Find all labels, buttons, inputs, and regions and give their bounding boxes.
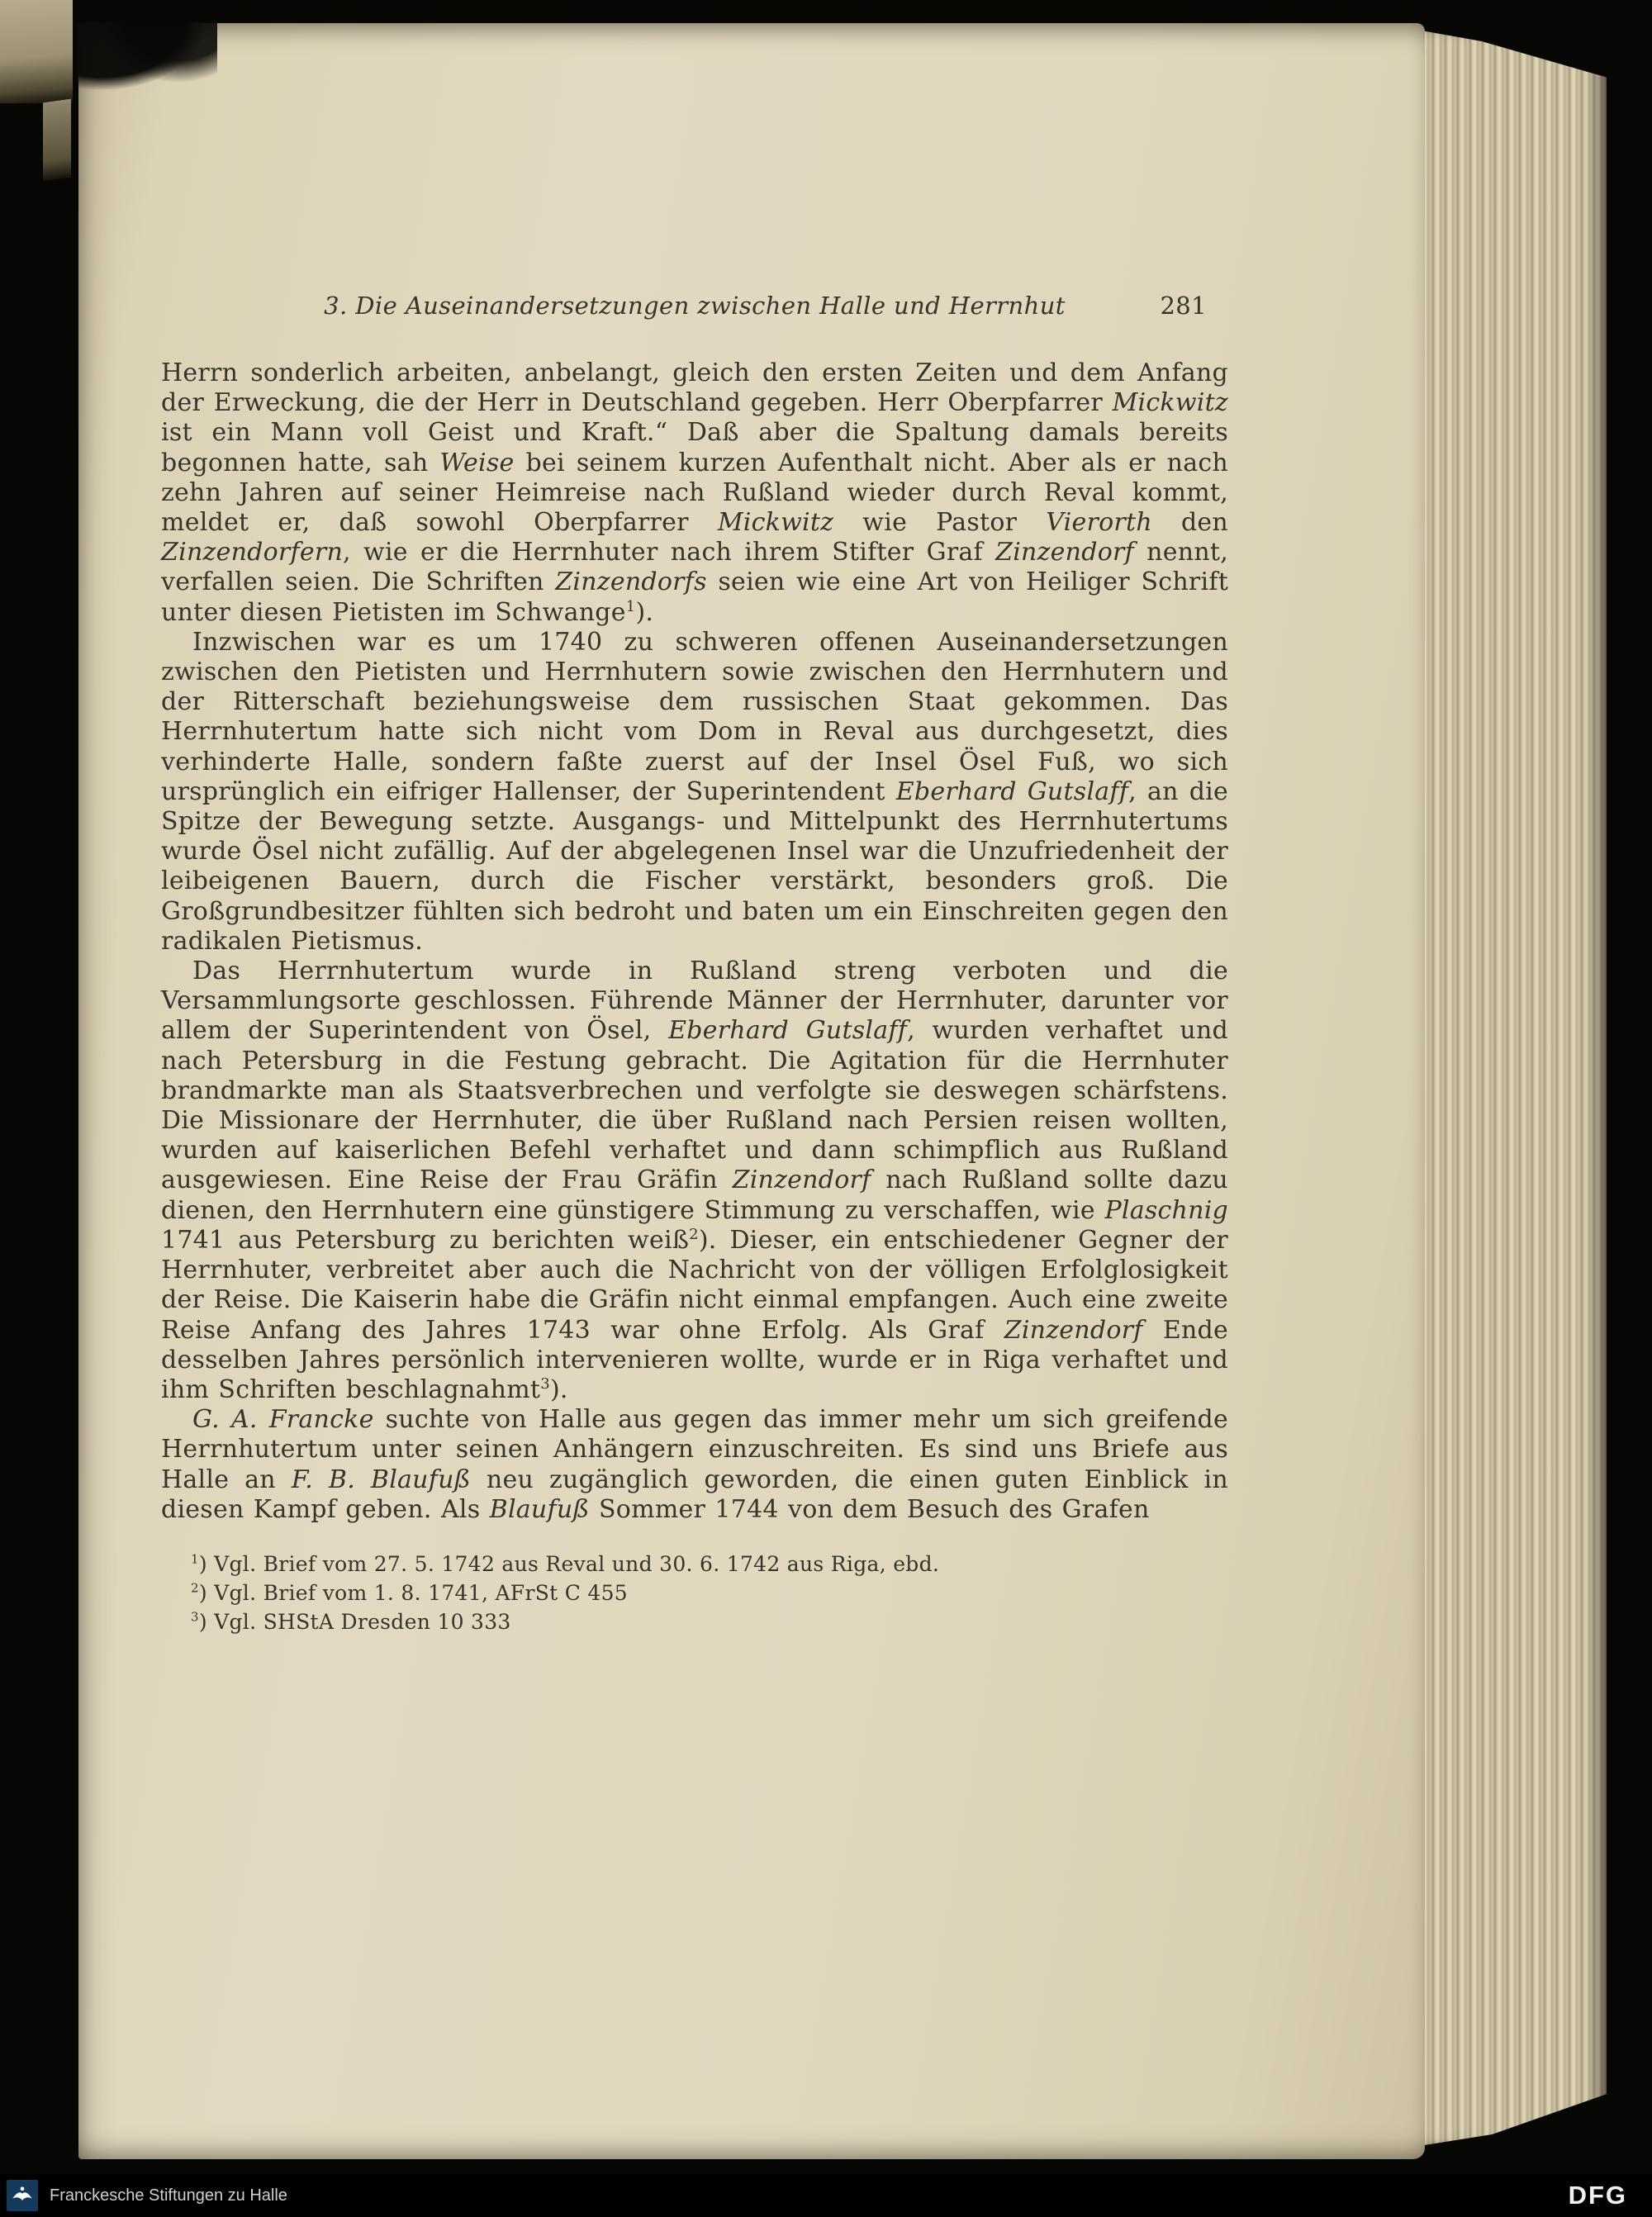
- binding-texture: [77, 21, 217, 97]
- body-paragraph: Inzwischen war es um 1740 zu schweren offenen Auseinandersetzungen zwischen den Pietisten und Herrnhutern sowie zwischen den Herrnhutern und der Ritterschaft beziehungsweise dem russischen Staat gekommen. Das Herrnhutertum hatte sich nicht vom Dom in Reval aus durchgesetzt, dies verhinderte Halle, sondern faßte zuerst auf der Insel Ösel Fuß, wo sich ursprünglich ein eifriger Hallenser, der Superintendent Eberhard Gutslaff, an die Spitze der Bewegung setzte. Ausgangs- und Mittelpunkt des Herrnhutertums wurde Ösel nicht zufällig. Auf der abgelegenen Insel war die Unzufriedenheit der leibeigenen Bauern, durch die Fischer verstärkt, besonders groß. Die Großgrundbesitzer fühlten sich bedroht und baten um ein Einschreiten gegen den radikalen Pietismus.: [161, 627, 1229, 956]
- footnote: $^1$) Vgl. Brief vom 27. 5. 1742 aus Reval und 30. 6. 1742 aus Riga, ebd.: [191, 1551, 940, 1576]
- left-page-edge-chip: [43, 99, 71, 182]
- viewer-footer-bar: [0, 2174, 1652, 2217]
- running-header: [161, 291, 1228, 320]
- institution-brand-link[interactable]: [7, 2180, 287, 2211]
- left-page-edge: [0, 0, 73, 103]
- body-paragraph: Das Herrnhutertum wurde in Rußland streng verboten und die Versammlungsorte geschlossen. Führende Männer der Herrnhuter, darunter vor allem der Superintendent von Ösel, Eberhard Gutslaff, wurden verhaftet und nach Petersburg in die Festung gebracht. Die Agitation für die Herrnhuter brandmarkte man als Staatsverbrechen und verfolgte sie deswegen schärfstens. Die Missionare der Herrnhuter, die über Rußland nach Persien reisen wollten, wurden auf kaiserlichen Befehl verhaftet und dann schimpflich aus Rußland ausgewiesen. Eine Reise der Frau Gräfin Zinzendorf nach Rußland sollte dazu dienen, den Herrnhutern eine günstigere Stimmung zu verschaffen, wie Plaschnig 1741 aus Petersburg zu berichten weiß$^2$). Dieser, ein entschiedener Gegner der Herrnhuter, verbreitet aber auch die Nachricht von der völligen Erfolglosigkeit der Reise. Die Kaiserin habe die Gräfin nicht einmal empfangen. Auch eine zweite Reise Anfang des Jahres 1743 war ohne Erfolg. Als Graf Zinzendorf Ende desselben Jahres persönlich intervenieren wollte, wurde er in Riga verhaftet und ihm Schriften beschlagnahmt$^3$).: [161, 957, 1228, 1404]
- footnote: $^3$) Vgl. SHStA Dresden 10 333: [191, 1609, 511, 1634]
- footnote: $^2$) Vgl. Brief vom 1. 8. 1741, AFrSt C 455: [191, 1580, 629, 1605]
- page-edge-stack: [1398, 26, 1607, 2149]
- franckesche-stiftungen-logo-icon: [7, 2180, 38, 2211]
- scanned-book-page: [78, 23, 1425, 2159]
- body-paragraph: Herrn sonderlich arbeiten, anbelangt, gleich den ersten Zeiten und dem Anfang der Erweckung, die der Herr in Deutschland gegeben. Herr Oberpfarrer Mickwitz ist ein Mann voll Geist und Kraft.“ Daß aber die Spaltung damals bereits begonnen hatte, sah Weise bei seinem kurzen Aufenthalt nicht. Aber als er nach zehn Jahren auf seiner Heimreise nach Rußland wieder durch Reval kommt, meldet er, daß sowohl Oberpfarrer Mickwitz wie Pastor Vierorth den Zinzendorfern, wie er die Herrnhuter nach ihrem Stifter Graf Zinzendorf nennt, verfallen seien. Die Schriften Zinzendorfs seien wie eine Art von Heiliger Schrift unter diesen Pietisten im Schwange$^1$).: [161, 358, 1229, 627]
- page-text-block: [161, 291, 1228, 1636]
- footnotes-block: [161, 1550, 1228, 1636]
- running-header-title: 3. Die Auseinandersetzungen zwischen Halle und Herrnhut: [324, 292, 1066, 320]
- institution-label: Franckesche Stiftungen zu Halle: [50, 2186, 287, 2205]
- page-number: 281: [1160, 292, 1207, 320]
- dfg-logo[interactable]: DFG: [1568, 2181, 1627, 2210]
- body-paragraph: G. A. Francke suchte von Halle aus gegen das immer mehr um sich greifende Herrnhutertum unter seinen Anhängern einzuschreiten. Es sind uns Briefe aus Halle an F. B. Blaufuß neu zugänglich geworden, die einen guten Einblick in diesen Kampf geben. Als Blaufuß Sommer 1744 von dem Besuch des Grafen: [161, 1405, 1228, 1524]
